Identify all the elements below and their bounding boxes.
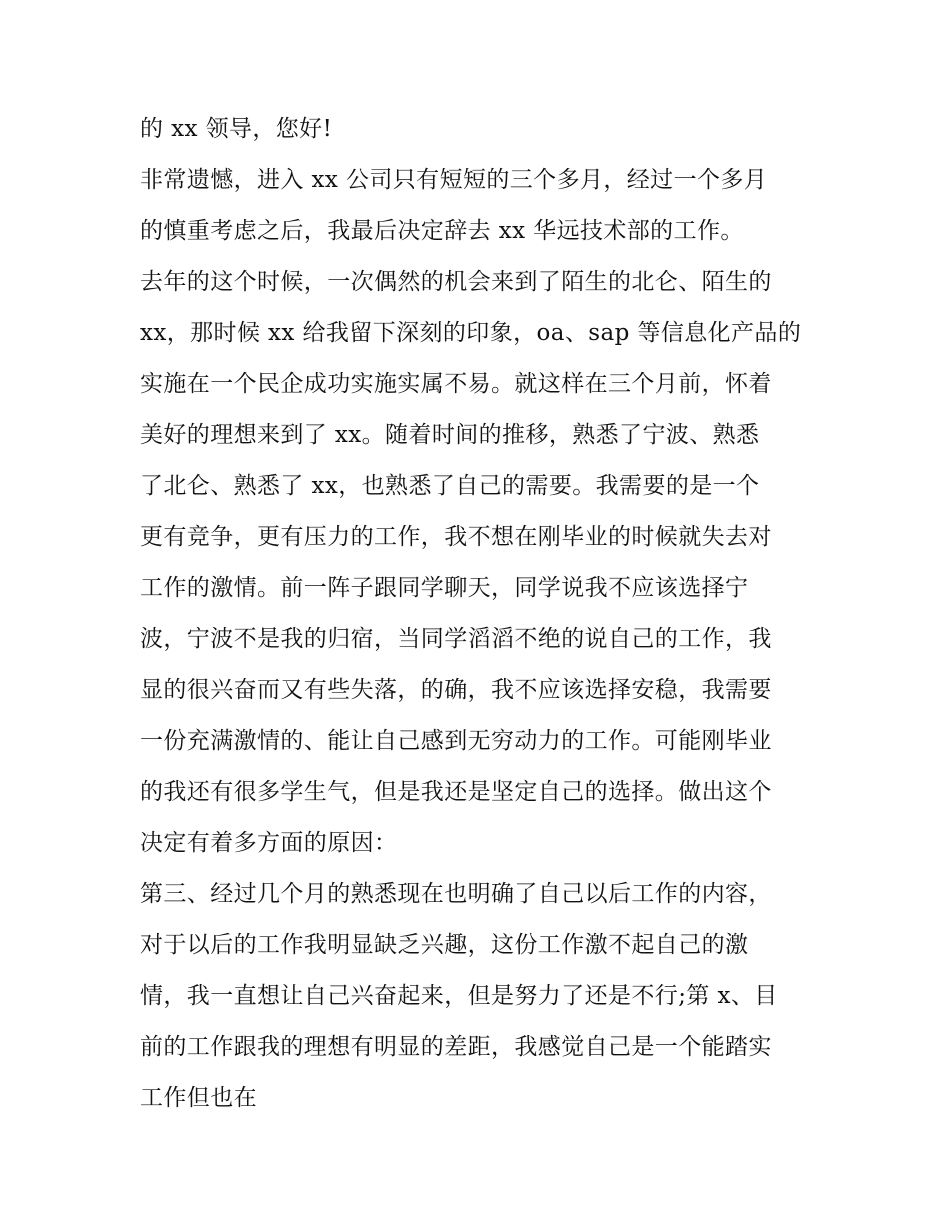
text-line: 的慎重考虑之后，我最后决定辞去 xx 华远技术部的工作。 [140,218,744,244]
text-line: 情，我一直想让自己兴奋起来，但是努力了还是不行;第 x、目 [140,983,778,1009]
text-line: 非常遗憾，进入 xx 公司只有短短的三个多月，经过一个多月 [140,167,768,193]
text-line: 美好的理想来到了 xx。随着时间的推移，熟悉了宁波、熟悉 [140,422,760,448]
text-line: 显的很兴奋而又有些失落，的确，我不应该选择安稳，我需要 [140,677,772,703]
text-line: 第三、经过几个月的熟悉现在也明确了自己以后工作的内容， [140,881,772,907]
text-line: 对于以后的工作我明显缺乏兴趣，这份工作激不起自己的激 [140,932,749,958]
text-line: 工作的激情。前一阵子跟同学聊天，同学说我不应该选择宁 [140,575,749,601]
text-line: 更有竞争，更有压力的工作，我不想在刚毕业的时候就失去对 [140,524,772,550]
letter-body [140,104,820,1124]
text-line: 的 xx 领导，您好! [140,116,333,142]
text-line: 了北仑、熟悉了 xx，也熟悉了自己的需要。我需要的是一个 [140,473,760,499]
text-line: 工作但也在 [140,1085,257,1111]
text-line: 波，宁波不是我的归宿，当同学滔滔不绝的说自己的工作，我 [140,626,772,652]
text-line: 去年的这个时候，一次偶然的机会来到了陌生的北仑、陌生的 [140,269,772,295]
text-line: 实施在一个民企成功实施实属不易。就这样在三个月前，怀着 [140,371,772,397]
text-line: 一份充满激情的、能让自己感到无穷动力的工作。可能刚毕业 [140,728,772,754]
text-line: 决定有着多方面的原因： [140,830,398,856]
text-line: 前的工作跟我的理想有明显的差距，我感觉自己是一个能踏实 [140,1034,772,1060]
text-line: 的我还有很多学生气，但是我还是坚定自己的选择。做出这个 [140,779,772,805]
text-line: xx，那时候 xx 给我留下深刻的印象，oa、sap 等信息化产品的 [140,320,802,346]
